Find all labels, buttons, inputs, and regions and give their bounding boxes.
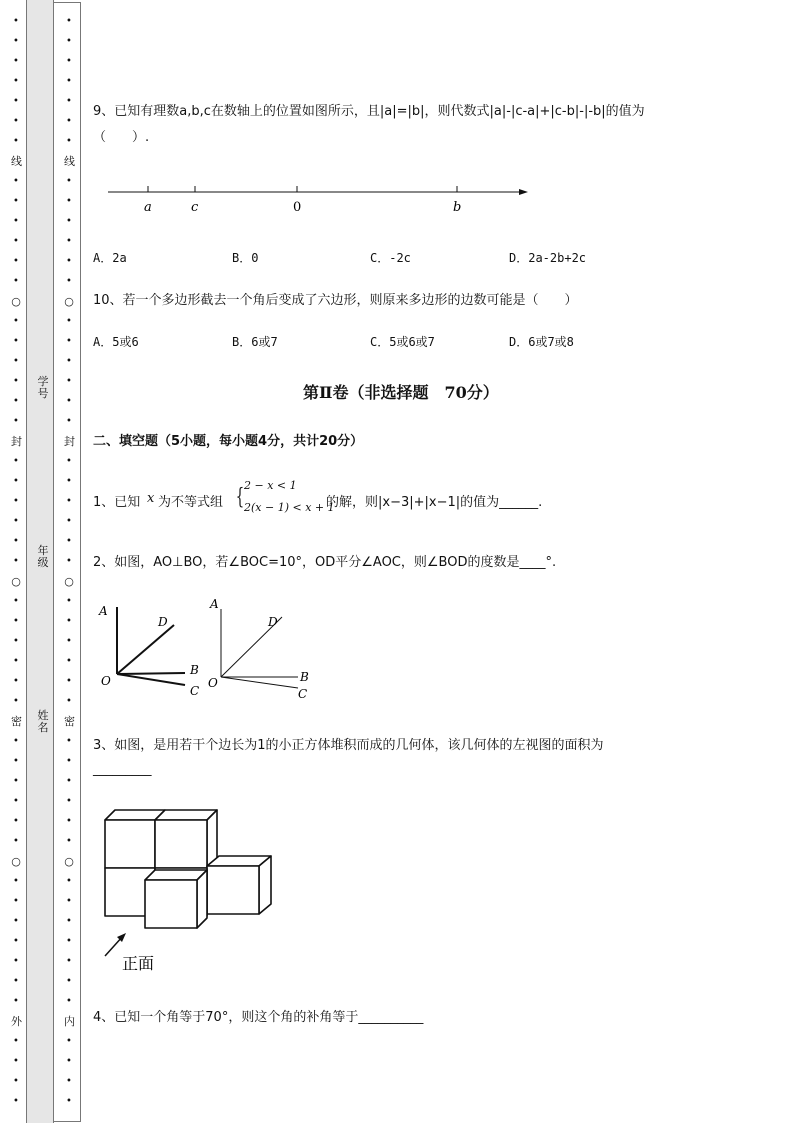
seal-dot: • [13, 976, 19, 987]
seal-dot: • [13, 336, 19, 347]
seal-dot: • [13, 216, 19, 227]
seal-dot: • [66, 176, 72, 187]
seal-label: 内 [64, 1015, 75, 1028]
seal-dot: • [66, 96, 72, 107]
f1-inequality-1: 2 − x < 1 [244, 479, 297, 492]
fig2-label-d: D [268, 615, 278, 629]
seal-circle: ○ [64, 575, 74, 588]
q10-option-a: A．5或6 [93, 335, 139, 349]
angle-figures [95, 595, 325, 705]
seal-dot: • [13, 516, 19, 527]
seal-dot: • [66, 396, 72, 407]
seal-dot: • [66, 616, 72, 627]
q10-option-b: B．6或7 [232, 335, 278, 349]
seal-dot: • [13, 736, 19, 747]
seal-label: 封 [11, 435, 22, 448]
seal-dot: • [13, 36, 19, 47]
front-view-label: 正面 [122, 954, 155, 973]
f3-text: 3、如图，是用若干个边长为1的小正方体堆积而成的几何体，该几何体的左视图的面积为 [93, 738, 604, 753]
seal-dot: • [13, 616, 19, 627]
q9-option-a: A．2a [93, 251, 127, 265]
seal-dot: • [13, 996, 19, 1007]
fig1-label-b: B [190, 663, 199, 677]
f4-text: 4、已知一个角等于70°，则这个角的补角等于__________ [93, 1010, 424, 1025]
f1-inequality-2: 2(x − 1) < x + 1 [244, 501, 335, 514]
axis-label-c: c [191, 200, 199, 215]
q9-option-c: C．-2c [370, 251, 411, 265]
seal-dot: • [66, 536, 72, 547]
seal-circle: ○ [64, 295, 74, 308]
fig1-label-c: C [190, 684, 200, 698]
q9-option-b: B．0 [232, 251, 259, 265]
seal-dot: • [13, 56, 19, 67]
seal-dot: • [13, 116, 19, 127]
seal-dot: • [66, 56, 72, 67]
seal-dot: • [66, 1096, 72, 1107]
seal-dot: • [13, 236, 19, 247]
seal-dot: • [13, 376, 19, 387]
seal-dot: • [13, 776, 19, 787]
axis-label-b: b [453, 200, 462, 215]
seal-dot: • [66, 316, 72, 327]
fig1-label-d: D [158, 615, 168, 629]
seal-dot: • [13, 556, 19, 567]
seal-dot: • [66, 796, 72, 807]
seal-label: 密 [64, 715, 75, 728]
cube-stack-figure [95, 800, 280, 980]
fig2-label-c: C [298, 687, 308, 701]
seal-circle: ○ [64, 855, 74, 868]
q9-bracket: （ ）. [93, 130, 150, 145]
seal-dot: • [66, 276, 72, 287]
seal-dot: • [13, 456, 19, 467]
seal-dot: • [66, 216, 72, 227]
seal-dot: • [13, 956, 19, 967]
q10-text: 10、若一个多边形截去一个角后变成了六边形，则原来多边形的边数可能是（ ） [93, 293, 578, 308]
seal-dot: • [13, 136, 19, 147]
seal-dot: • [66, 776, 72, 787]
seal-dot: • [66, 476, 72, 487]
seal-dot: • [66, 76, 72, 87]
seal-dot: • [66, 956, 72, 967]
seal-label: 外 [11, 1015, 22, 1028]
seal-circle: ○ [11, 575, 21, 588]
seal-label: 密 [11, 715, 22, 728]
seal-dot: • [66, 1076, 72, 1087]
seal-dot: • [66, 556, 72, 567]
seal-dot: • [66, 36, 72, 47]
seal-circle: ○ [11, 295, 21, 308]
seal-dot: • [13, 196, 19, 207]
seal-dot: • [13, 696, 19, 707]
seal-dot: • [66, 256, 72, 267]
seal-dot: • [13, 816, 19, 827]
seal-dot: • [13, 876, 19, 887]
f2-text: 2、如图，AO⊥BO，若∠BOC=10°，OD平分∠AOC，则∠BOD的度数是____°. [93, 555, 557, 570]
seal-dot: • [66, 416, 72, 427]
seal-dot: • [66, 1056, 72, 1067]
seal-dot: • [66, 916, 72, 927]
axis-label-zero: 0 [293, 200, 302, 215]
seal-dot: • [66, 676, 72, 687]
part2-title: 第Ⅱ卷（非选择题 70分） [303, 383, 499, 402]
seal-dot: • [66, 336, 72, 347]
fig1-label-a: A [99, 604, 108, 618]
seal-dot: • [13, 276, 19, 287]
seal-dot: • [66, 936, 72, 947]
seal-circle: ○ [11, 855, 21, 868]
seal-dot: • [66, 976, 72, 987]
seal-dot: • [66, 516, 72, 527]
seal-dot: • [66, 876, 72, 887]
q9-text: 9、已知有理数a,b,c在数轴上的位置如图所示，且|a|=|b|，则代数式|a|-|c-a|+|c-b|-|-b|的值为 [93, 104, 645, 119]
seal-dot: • [66, 996, 72, 1007]
seal-dot: • [13, 16, 19, 27]
seal-dot: • [13, 76, 19, 87]
seal-dot: • [66, 836, 72, 847]
seal-dot: • [13, 496, 19, 507]
seal-dot: • [66, 636, 72, 647]
seal-dot: • [13, 836, 19, 847]
f1-mid: 为不等式组 [158, 495, 224, 510]
seal-dot: • [13, 896, 19, 907]
seal-dot: • [13, 416, 19, 427]
fig2-label-a: A [210, 597, 219, 611]
seal-dot: • [13, 1056, 19, 1067]
seal-dot: • [13, 396, 19, 407]
seal-dot: • [13, 636, 19, 647]
student-id-label: 学 号 [37, 375, 49, 400]
seal-dot: • [13, 796, 19, 807]
seal-dot: • [13, 936, 19, 947]
f1-prefix: 1、已知 [93, 495, 141, 510]
fig2-label-b: B [300, 670, 309, 684]
seal-dot: • [13, 676, 19, 687]
seal-label: 线 [64, 155, 75, 168]
f3-blank: _________ [93, 762, 152, 777]
seal-dot: • [66, 376, 72, 387]
seal-dot: • [66, 16, 72, 27]
seal-dot: • [13, 476, 19, 487]
seal-dot: • [66, 656, 72, 667]
axis-label-a: a [144, 200, 152, 215]
seal-dot: • [66, 236, 72, 247]
seal-dot: • [13, 916, 19, 927]
seal-dot: • [66, 896, 72, 907]
seal-dot: • [66, 496, 72, 507]
f1-suffix: 的解，则|x−3|+|x−1|的值为______. [326, 495, 543, 510]
seal-dot: • [13, 1096, 19, 1107]
seal-dot: • [13, 536, 19, 547]
seal-dot: • [13, 1076, 19, 1087]
seal-dot: • [13, 356, 19, 367]
q10-option-c: C．5或6或7 [370, 335, 435, 349]
number-line-figure [100, 180, 540, 220]
seal-dot: • [66, 696, 72, 707]
seal-label: 线 [11, 155, 22, 168]
name-label: 姓 名 [37, 709, 49, 734]
seal-dot: • [13, 316, 19, 327]
seal-dot: • [66, 596, 72, 607]
q10-option-d: D．6或7或8 [509, 335, 574, 349]
section-fill-blank-heading: 二、填空题（5小题，每小题4分，共计20分） [93, 434, 364, 449]
seal-dot: • [66, 1036, 72, 1047]
q9-option-d: D．2a-2b+2c [509, 251, 587, 265]
seal-dot: • [66, 736, 72, 747]
seal-dot: • [66, 196, 72, 207]
seal-dot: • [13, 176, 19, 187]
grade-label: 年 级 [37, 544, 49, 569]
f1-brace: { [235, 485, 245, 510]
seal-label: 封 [64, 435, 75, 448]
f1-variable-x: x [147, 491, 155, 506]
seal-dot: • [66, 116, 72, 127]
seal-dot: • [13, 756, 19, 767]
seal-dot: • [13, 96, 19, 107]
seal-dot: • [13, 596, 19, 607]
seal-dot: • [13, 256, 19, 267]
fig1-label-o: O [101, 674, 111, 688]
seal-dot: • [66, 756, 72, 767]
seal-dot: • [66, 816, 72, 827]
seal-dot: • [13, 1036, 19, 1047]
seal-dot: • [13, 656, 19, 667]
fig2-label-o: O [208, 676, 218, 690]
seal-dot: • [66, 456, 72, 467]
seal-dot: • [66, 356, 72, 367]
seal-dot: • [66, 136, 72, 147]
